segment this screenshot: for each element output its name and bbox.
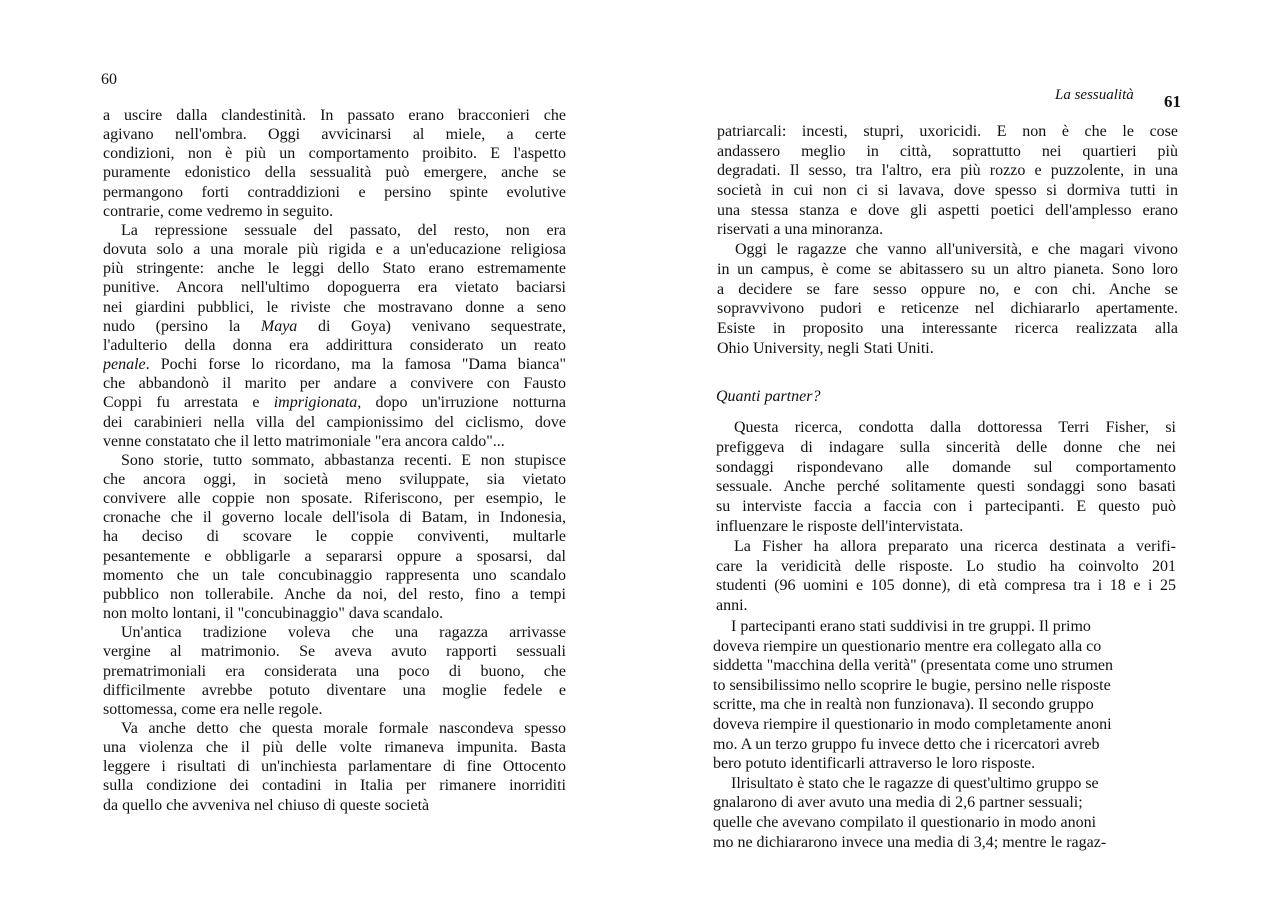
text-line: difficilmente avrebbe potuto diventare una moglie fedele e — [103, 681, 566, 699]
text-line: vergine al matrimonio. Se aveva avuto rapporti sessuali — [103, 643, 566, 661]
text-line: leggere i risultati di un'inchiesta parlamentare di fine Ottocento — [103, 758, 566, 776]
text-span: di Goya) venivano sequestrate, — [297, 317, 566, 335]
text-line: mo ne dichiararono invece una media di 3,4; mentre le ragaz- — [713, 833, 1107, 851]
text-line: scritte, ma che in realtà non funzionava). Il secondo gruppo — [713, 696, 1094, 714]
text-span: nudo (persino la — [103, 317, 261, 335]
text-line: prefiggeva di indagare sulla sincerità delle donne che nei — [716, 438, 1176, 456]
right-page-body-2 — [716, 418, 1176, 616]
text-line: andassero meglio in città, soprattutto nei quartieri più — [717, 142, 1178, 160]
text-line: degradati. Il sesso, tra l'altro, era più rozzo e puzzolente, in una — [717, 162, 1178, 180]
text-line: prematrimoniali era considerata una poco di buono, che — [103, 662, 566, 680]
left-page-body — [103, 106, 566, 815]
text-line: doveva riempire un questionario mentre era collegato alla co — [713, 637, 1102, 655]
text-line: influenzare le risposte dell'intervistata. — [716, 517, 964, 535]
text-line: condizioni, non è più un comportamento proibito. E l'aspetto — [103, 145, 566, 163]
text-line: punitive. Ancora nell'ultimo dopoguerra era vietato baciarsi — [103, 279, 566, 297]
text-line: studenti (96 uomini e 105 donne), di età compresa tra i 18 e i 25 — [716, 577, 1176, 595]
text-line: Va anche detto che questa morale formale nascondeva spesso — [121, 720, 566, 737]
text-line — [103, 317, 566, 336]
text-line: to sensibilissimo nello scoprire le bugie, persino nelle risposte — [713, 676, 1111, 694]
text-line: permangono forti contraddizioni e persino spinte evolutive — [103, 183, 566, 201]
text-line: contrarie, come vedremo in seguito. — [103, 202, 334, 220]
text-line: care la veridicità delle risposte. Lo studio ha coinvolto 201 — [716, 557, 1176, 575]
text-line: sondaggi rispondevano alle domande sul comportamento — [716, 458, 1176, 476]
text-line: nei giardini pubblici, le riviste che mostravano donne a seno — [103, 298, 566, 316]
text-line — [103, 355, 566, 374]
text-line: l'adulterio della donna era addirittura considerato un reato — [103, 336, 566, 354]
text-line: sulla condizione dei contadini in Italia per rimanere inorriditi — [103, 777, 566, 795]
text-line: più stringente: anche le leggi dello Stato erano estremamente — [103, 260, 566, 278]
text-line: una violenza che il più delle volte rimaneva impunita. Basta — [103, 739, 566, 757]
italic-text: imprigionata, — [273, 394, 362, 412]
text-line: sottomessa, come era nelle regole. — [103, 700, 323, 718]
text-line: Questa ricerca, condotta dalla dottoressa Terri Fisher, si — [734, 419, 1176, 436]
page-number-left: 60 — [101, 71, 117, 88]
text-line: sessuale. Anche perché solitamente questi sondaggi sono basati — [716, 478, 1176, 496]
text-line: Esiste in proposito una interessante ricerca realizzata alla — [717, 319, 1178, 337]
text-span: dopo un'irruzione notturna — [361, 394, 566, 412]
text-line: in un campus, è come se abitassero su un altro pianeta. Sono loro — [717, 260, 1178, 278]
text-line: mo. A un terzo gruppo fu invece detto che i ricercatori avreb — [713, 735, 1100, 753]
text-line: dovuta solo a una morale più rigida e a un'educazione religiosa — [103, 241, 566, 259]
text-line: pubblico non tollerabile. Anche da noi, del resto, fino a tempi — [103, 585, 566, 603]
text-line: una stessa stanza e dove gli aspetti poetici dell'amplesso erano — [717, 201, 1178, 219]
right-page-body-1 — [717, 122, 1178, 358]
text-line: Ilrisultato è stato che le ragazze di quest'ultimo gruppo se — [731, 774, 1099, 792]
text-line: bero potuto identificarli attraverso le loro risposte. — [713, 755, 1036, 773]
text-line: cronache che il governo locale dell'isola di Batam, in Indonesia, — [103, 509, 566, 527]
text-line — [103, 393, 566, 412]
text-line: doveva riempire il questionario in modo completamente anoni — [713, 715, 1112, 733]
text-line: agivano nell'ombra. Oggi avvicinarsi al miele, a certe — [103, 126, 566, 144]
text-line: La repressione sessuale del passato, del resto, non era — [121, 221, 566, 239]
text-line: a decidere se fare sesso oppure no, e con chi. Anche se — [717, 280, 1178, 298]
text-span: Coppi fu arrestata e — [103, 394, 274, 412]
text-line: Sono storie, tutto sommato, abbastanza recenti. E non stupisce — [121, 451, 566, 469]
italic-text: penale — [103, 356, 146, 374]
text-line: società in cui non ci si lavava, dove spesso si dormiva tutti in — [717, 182, 1178, 200]
text-line: gnalarono di aver avuto una media di 2,6 partner sessuali; — [713, 794, 1083, 812]
text-line: anni. — [716, 597, 748, 615]
text-line: quelle che avevano compilato il questionario in modo anoni — [713, 813, 1097, 831]
text-line: che ancora oggi, in società meno sviluppate, sia vietato — [103, 470, 566, 488]
text-line: I partecipanti erano stati suddivisi in tre gruppi. Il primo — [731, 618, 1091, 635]
text-line: pesantemente e obbligarle a separarsi oppure a sposarsi, dal — [103, 547, 566, 565]
running-head: La sessualità — [1055, 87, 1134, 103]
text-line: patriarcali: incesti, stupri, uxoricidi. E non è che le cose — [717, 123, 1178, 140]
text-line: sopravvivono pudori e reticenze nel dichiararlo apertamente. — [717, 300, 1178, 318]
text-line: convivere alle coppie non sposate. Riferiscono, per esempio, le — [103, 490, 566, 508]
text-line: Ohio University, negli Stati Uniti. — [717, 339, 934, 357]
text-line: non molto lontani, il "concubinaggio" dava scandalo. — [103, 605, 444, 623]
text-line: a uscire dalla clandestinità. In passato erano bracconieri che — [103, 107, 566, 124]
right-page-body-3 — [713, 617, 1158, 852]
text-line: da quello che avveniva nel chiuso di queste società — [103, 796, 430, 814]
text-line: puramente edonistico della sessualità può emergere, anche se — [103, 164, 566, 182]
section-heading: Quanti partner? — [716, 388, 821, 405]
italic-text: Maya — [260, 317, 298, 335]
page-number-right: 61 — [1164, 92, 1181, 111]
text-line: che abbandonò il marito per andare a convivere con Fausto — [103, 375, 566, 393]
text-line: riservati a una minoranza. — [717, 221, 884, 239]
text-line: ha deciso di scovare le coppie conviventi, multarle — [103, 528, 566, 546]
text-line: Oggi le ragazze che vanno all'università, e che magari vivono — [735, 241, 1178, 259]
text-line: momento che un tale concubinaggio rappresenta uno scandalo — [103, 566, 566, 584]
text-line: siddetta "macchina della verità" (presentata come uno strumen — [713, 657, 1114, 675]
text-line: dei carabinieri nella villa del campionissimo del ciclismo, dove — [103, 413, 566, 431]
text-line: su interviste faccia a faccia con i partecipanti. E questo può — [716, 498, 1176, 516]
text-line: Un'antica tradizione voleva che una ragazza arrivasse — [121, 624, 566, 642]
text-line: venne constatato che il letto matrimoniale "era ancora caldo"... — [103, 432, 505, 450]
text-span: . Pochi forse lo ricordano, ma la famosa "Dama bianca" — [145, 356, 566, 374]
text-line: La Fisher ha allora preparato una ricerca destinata a verifi- — [734, 537, 1176, 555]
